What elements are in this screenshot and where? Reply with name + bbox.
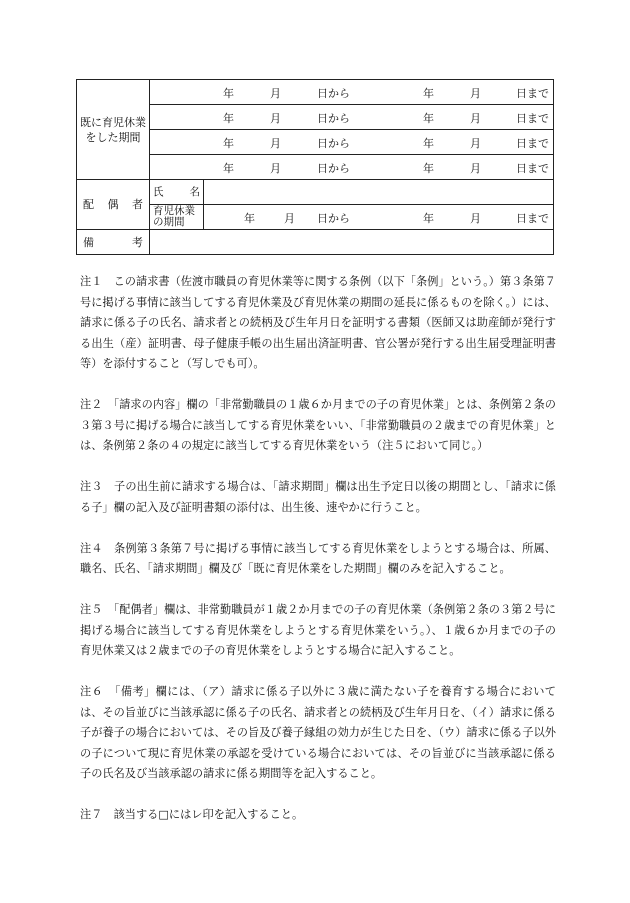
spouse-leave-label: 育児休業の期間 xyxy=(150,205,204,230)
spouse-name-label: 氏 名 xyxy=(150,180,204,205)
past-leave-period-3[interactable]: 年 月 日から 年 月 日まで xyxy=(150,130,554,155)
past-leave-label: 既に育児休業をした期間 xyxy=(77,80,150,180)
past-leave-period-4[interactable]: 年 月 日から 年 月 日まで xyxy=(150,155,554,180)
note-1: 注１ この請求書（佐渡市職員の育児休業等に関する条例（以下「条例」という。）第３条第７号に掲げる事情に該当してする育児休業及び育児休業の期間の延長に係るものを除く。）には、請求に係る子の氏名、請求者との続柄及び生年月日を証明する書類（医師又は助産師が発行する出生（産）証明書、母子健康手帳の出生届出済証明書、官公署が発行する出生届受理証明書等）を添付すること（写しでも可）。 xyxy=(80,275,556,370)
note-6: 注６ 「備考」欄には、（ア）請求に係る子以外に３歳に満たない子を養育する場合においては、その旨並びに当該承認に係る子の氏名、請求者との続柄及び生年月日を、（イ）請求に係る子が養子の場合においては、その旨及び養子縁組の効力が生じた日を、（ウ）請求に係る子以外の子について現に育児休業の承認を受けている場合においては、その旨並びに当該承認に係る子の氏名及び当該承認の請求に係る期間等を記入すること。 xyxy=(80,685,556,780)
note-7: 注７ 該当する□にはレ印を記入すること。 xyxy=(80,808,304,821)
note-3: 注３ 子の出生前に請求する場合は、「請求期間」欄は出生予定日以後の期間とし、「請求に係る子」欄の記入及び証明書類の添付は、出生後、速やかに行うこと。 xyxy=(80,480,556,514)
note-2: 注２ 「請求の内容」欄の「非常勤職員の１歳６か月までの子の育児休業」とは、条例第２条の３第３号に掲げる場合に該当してする育児休業をいい、「非常勤職員の２歳までの育児休業」とは、条例第２条の４の規定に該当してする育児休業をいう（注５において同じ。） xyxy=(80,398,556,452)
remarks-row xyxy=(77,230,554,255)
leave-form-table xyxy=(76,79,554,255)
past-leave-period-2[interactable]: 年 月 日から 年 月 日まで xyxy=(150,105,554,130)
note-4: 注４ 条例第３条第７号に掲げる事情に該当してする育児休業をしようとする場合は、所属、職名、氏名、「請求期間」欄及び「既に育児休業をした期間」欄のみを記入すること。 xyxy=(80,541,556,575)
notes-section xyxy=(80,272,556,826)
spouse-leave-period[interactable]: 年 月 日から 年 月 日まで xyxy=(204,205,554,230)
spouse-name-row xyxy=(77,180,554,205)
remarks-field[interactable] xyxy=(150,230,554,255)
past-leave-row-1 xyxy=(77,80,554,105)
spouse-label: 配 偶 者 xyxy=(77,180,150,230)
past-leave-period-1[interactable]: 年 月 日から 年 月 日まで xyxy=(150,80,554,105)
spouse-name-field[interactable] xyxy=(204,180,554,205)
remarks-label: 備 考 xyxy=(77,230,150,255)
note-5: 注５ 「配偶者」欄は、非常勤職員が１歳２か月までの子の育児休業（条例第２条の３第２号に掲げる場合に該当してする育児休業をしようとする育児休業をいう。）、１歳６か月までの子の育児休業又は２歳までの子の育児休業をしようとする場合に記入すること。 xyxy=(80,603,556,657)
